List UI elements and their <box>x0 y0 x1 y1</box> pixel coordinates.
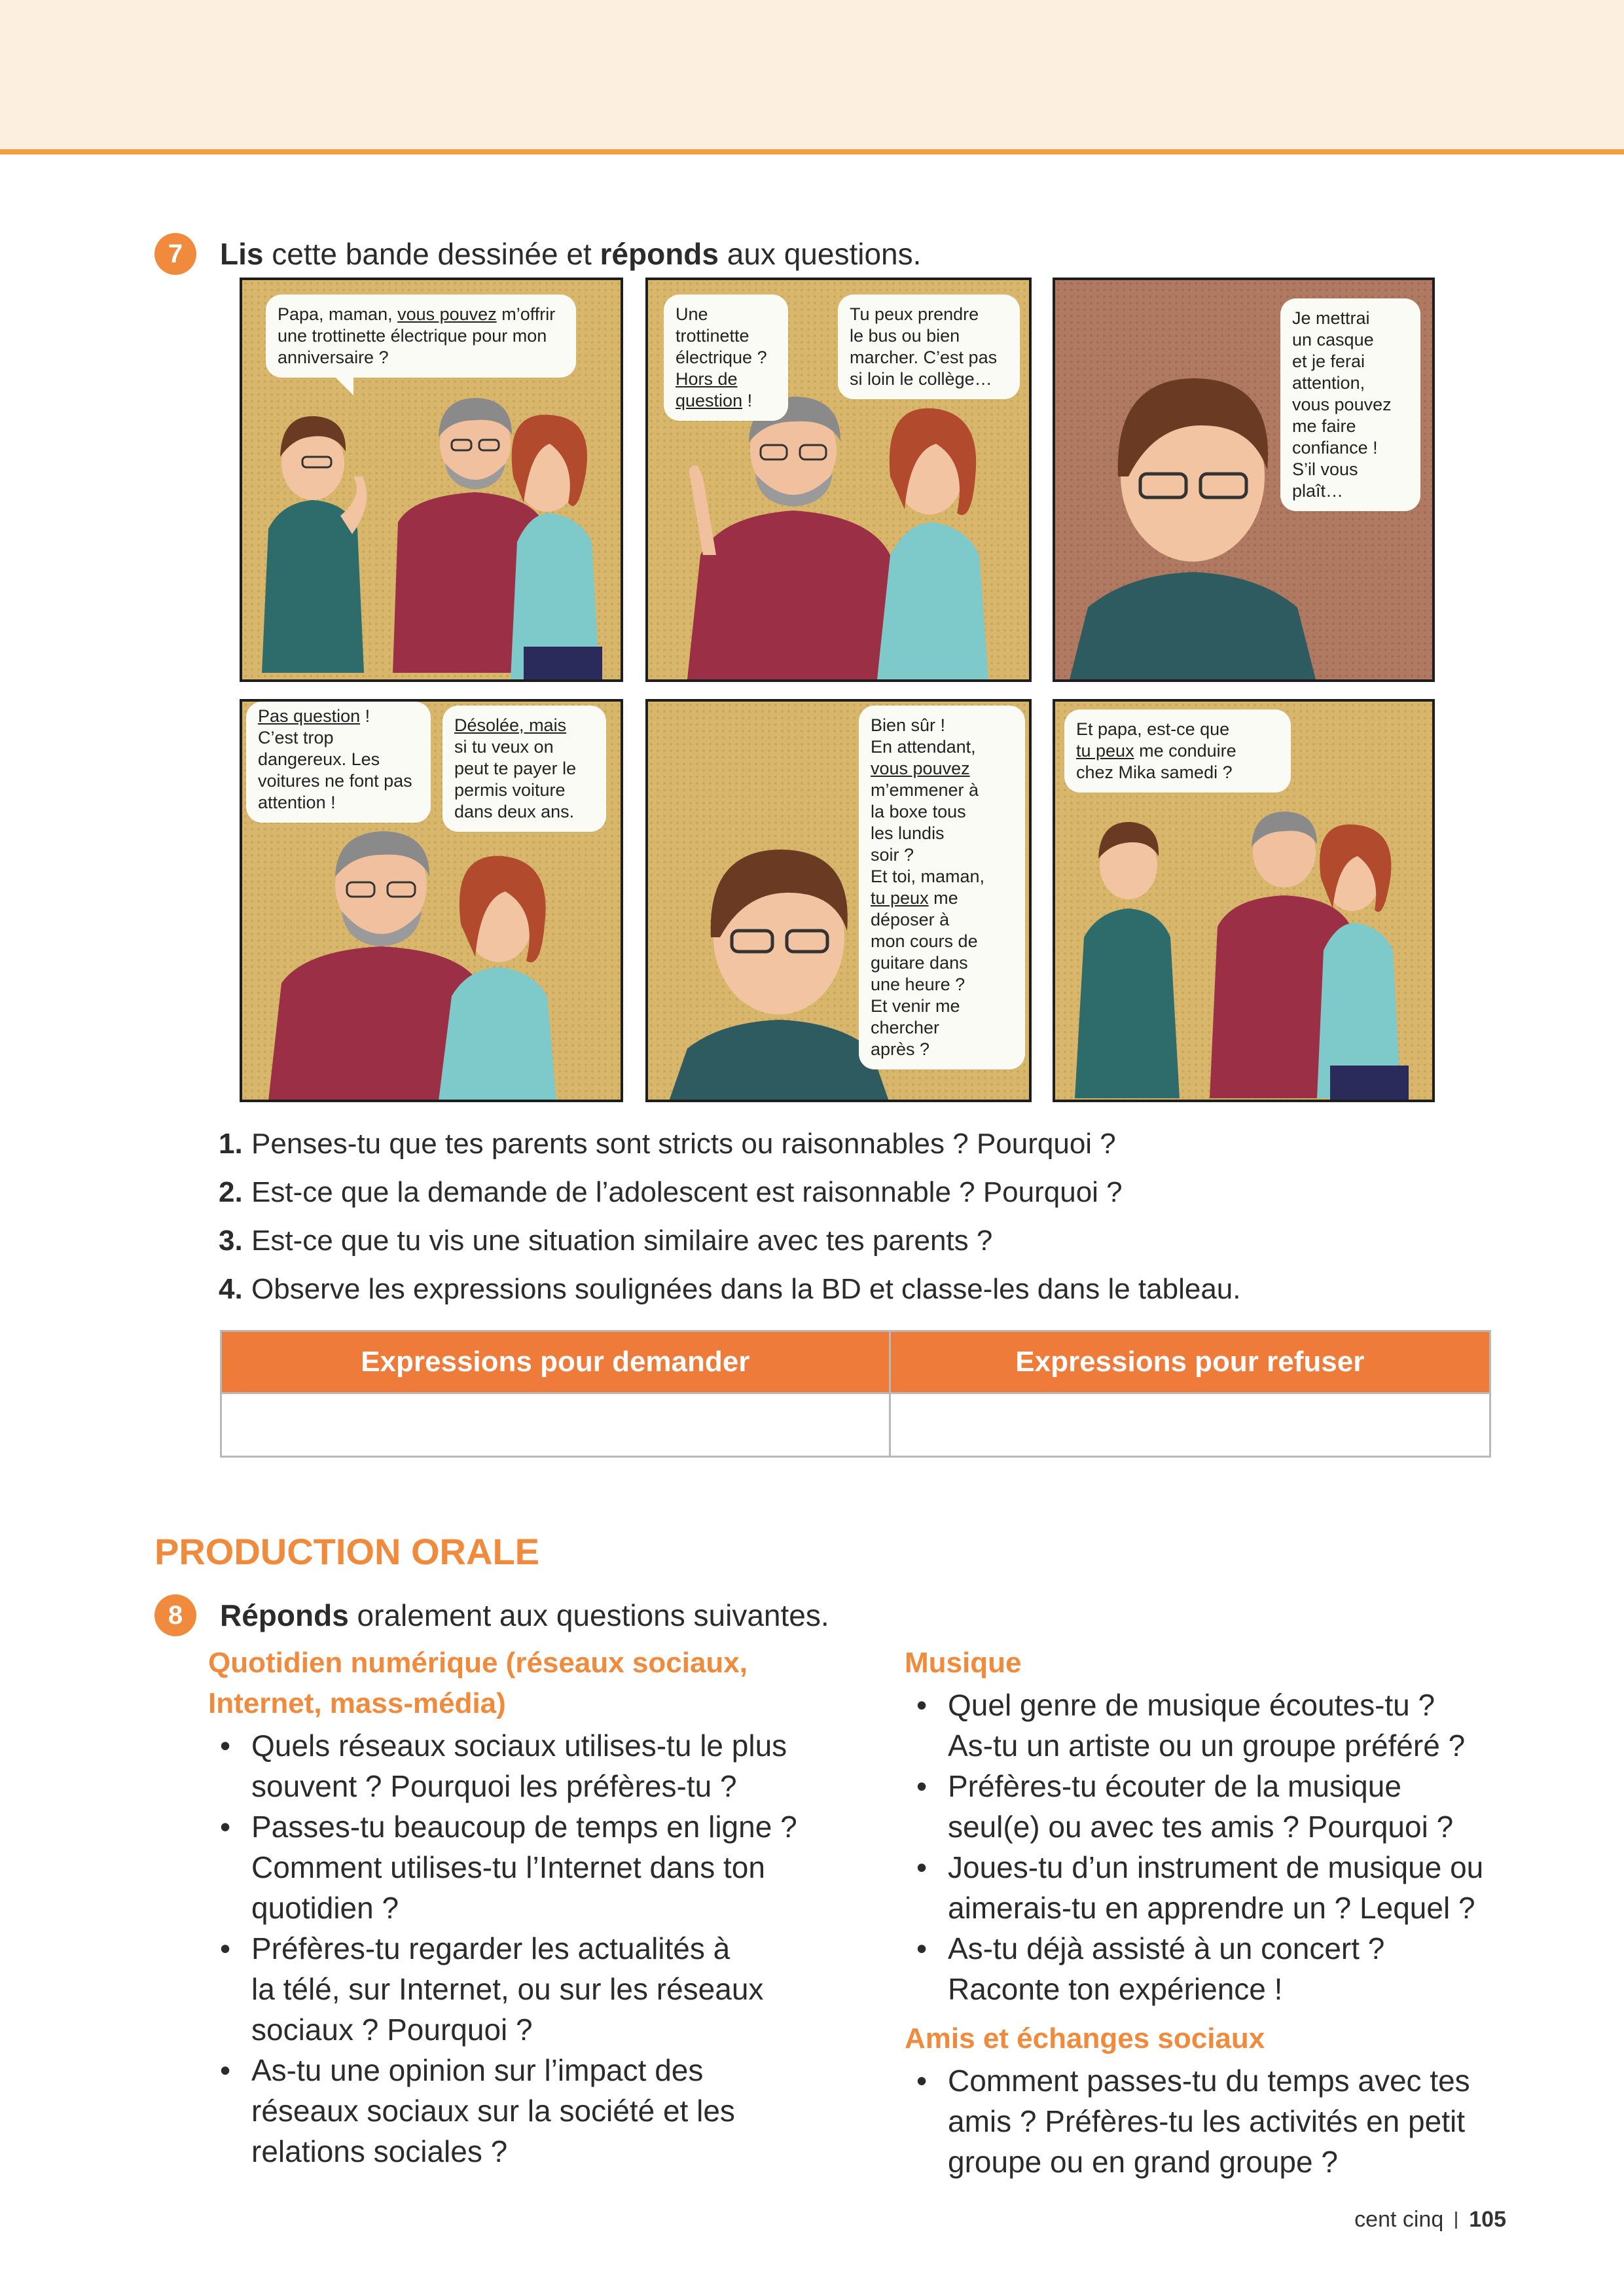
footer-separator <box>1455 2212 1457 2229</box>
header-band <box>0 0 1624 149</box>
question-1: 1. Penses-tu que tes parents sont stricts ou raisonnables ? Pourquoi ? <box>219 1128 1116 1160</box>
list-item: • Comment passes-tu du temps avec tes amis ? Préfères-tu les activités en petit groupe ou en grand groupe ? <box>906 2060 1534 2182</box>
section-title: PRODUCTION ORALE <box>154 1531 539 1572</box>
question-3: 3. Est-ce que tu vis une situation similaire avec tes parents ? <box>219 1225 993 1257</box>
question-4: 4. Observe les expressions soulignées dans la BD et classe-les dans le tableau. <box>219 1273 1241 1305</box>
exercise-8-number: 8 <box>154 1594 196 1636</box>
speech-bubble-mother-sorry: Désolée, mais si tu veux on peut te payer le permis voiture dans deux ans. <box>442 706 606 832</box>
list-item: • As-tu une opinion sur l’impact des réseaux sociaux sur la société et les relations sociales ? <box>209 2050 864 2172</box>
comic-panel-4 <box>240 699 623 1102</box>
list-item: • Joues-tu d’un instrument de musique ou aimerais-tu en apprendre un ? Lequel ? <box>906 1847 1534 1928</box>
list-item: • Préfères-tu regarder les actualités à la télé, sur Internet, ou sur les réseaux sociaux ? Pourquoi ? <box>209 1928 864 2050</box>
comic-panel-1 <box>240 278 623 682</box>
list-item: • Passes-tu beaucoup de temps en ligne ? Comment utilises-tu l’Internet dans ton quotidien ? <box>209 1806 864 1928</box>
underlined-vous-pouvez-1: vous pouvez <box>397 304 497 324</box>
underlined-pas-question: Pas question <box>258 706 361 726</box>
table-header-demander: Expressions pour demander <box>221 1331 890 1393</box>
expressions-table <box>220 1330 1491 1458</box>
header-divider <box>0 149 1624 154</box>
list-musique <box>906 1685 1534 2009</box>
heading-quotidien-numerique: Quotidien numérique (réseaux sociaux, Internet, mass-média) <box>208 1647 748 1719</box>
comic-strip <box>240 278 1435 1102</box>
bubble-tail <box>334 376 353 395</box>
speech-bubble-son-alternatives: Bien sûr ! En attendant, vous pouvez m’emmener à la boxe tous les lundis soir ? Et toi, maman, tu peux me déposer à mon cours de guitare dans une heure ? Et venir me chercher après ? <box>859 706 1025 1069</box>
exercise-7-number: 7 <box>154 233 196 275</box>
underlined-tu-peux-2: tu peux <box>1076 741 1134 761</box>
table-cell-demander[interactable] <box>221 1393 890 1457</box>
list-item: • Quels réseaux sociaux utilises-tu le plus souvent ? Pourquoi les préfères-tu ? <box>209 1725 864 1806</box>
page-number-words: cent cinq <box>1354 2207 1444 2232</box>
comic-panel-3 <box>1053 278 1435 682</box>
comic-panel-6 <box>1053 699 1435 1102</box>
exercise-8-instruction: Réponds oralement aux questions suivantes. <box>220 1598 829 1632</box>
table-header-refuser: Expressions pour refuser <box>890 1331 1490 1393</box>
speech-bubble-mother-suggest: Tu peux prendre le bus ou bien marcher. C’est pas si loin le collège… <box>838 295 1020 399</box>
speech-bubble-son-request: Papa, maman, vous pouvez m’offrir une trottinette électrique pour mon anniversaire ? <box>266 295 576 378</box>
page-footer <box>1354 2207 1506 2233</box>
speech-bubble-father-danger: Pas question ! C’est trop dangereux. Les voitures ne font pas attention ! <box>246 702 431 823</box>
heading-amis-echanges: Amis et échanges sociaux <box>905 2022 1265 2054</box>
list-quotidien-numerique <box>209 1725 864 2172</box>
comic-panel-2 <box>645 278 1032 682</box>
list-amis-echanges <box>906 2060 1534 2182</box>
list-item: • As-tu déjà assisté à un concert ? Raconte ton expérience ! <box>906 1928 1534 2009</box>
underlined-hors-de: Hors de <box>676 369 738 389</box>
speech-bubble-father-refuse: Une trottinette électrique ? Hors de question ! <box>664 295 788 421</box>
underlined-vous-pouvez-2: vous pouvez <box>871 759 970 778</box>
underlined-tu-peux-1: tu peux <box>871 888 929 908</box>
underlined-question: question <box>676 391 743 410</box>
question-2: 2. Est-ce que la demande de l’adolescent est raisonnable ? Pourquoi ? <box>219 1176 1123 1208</box>
instruction-verb-reponds: réponds <box>600 237 719 271</box>
exercise-7-instruction <box>220 236 921 272</box>
instruction-text-1: cette bande dessinée et <box>263 237 600 271</box>
list-item: • Préfères-tu écouter de la musique seul(e) ou avec tes amis ? Pourquoi ? <box>906 1766 1534 1847</box>
instruction-text-2: aux questions. <box>718 237 922 271</box>
underlined-desolee-mais: Désolée, mais <box>454 715 567 735</box>
table-cell-refuser[interactable] <box>890 1393 1490 1457</box>
heading-musique: Musique <box>905 1647 1022 1679</box>
list-item: • Quel genre de musique écoutes-tu ? As-tu un artiste ou un groupe préféré ? <box>906 1685 1534 1766</box>
page-number: 105 <box>1469 2207 1506 2232</box>
comic-panel-5 <box>645 699 1032 1102</box>
speech-bubble-son-ask-father: Et papa, est-ce que tu peux me conduire chez Mika samedi ? <box>1064 709 1291 793</box>
instruction-verb-reponds-8: Réponds <box>220 1598 349 1632</box>
speech-bubble-son-promise: Je mettrai un casque et je ferai attention, vous pouvez me faire confiance ! S’il vous plaît… <box>1280 298 1420 511</box>
instruction-verb-lis: Lis <box>220 237 264 271</box>
